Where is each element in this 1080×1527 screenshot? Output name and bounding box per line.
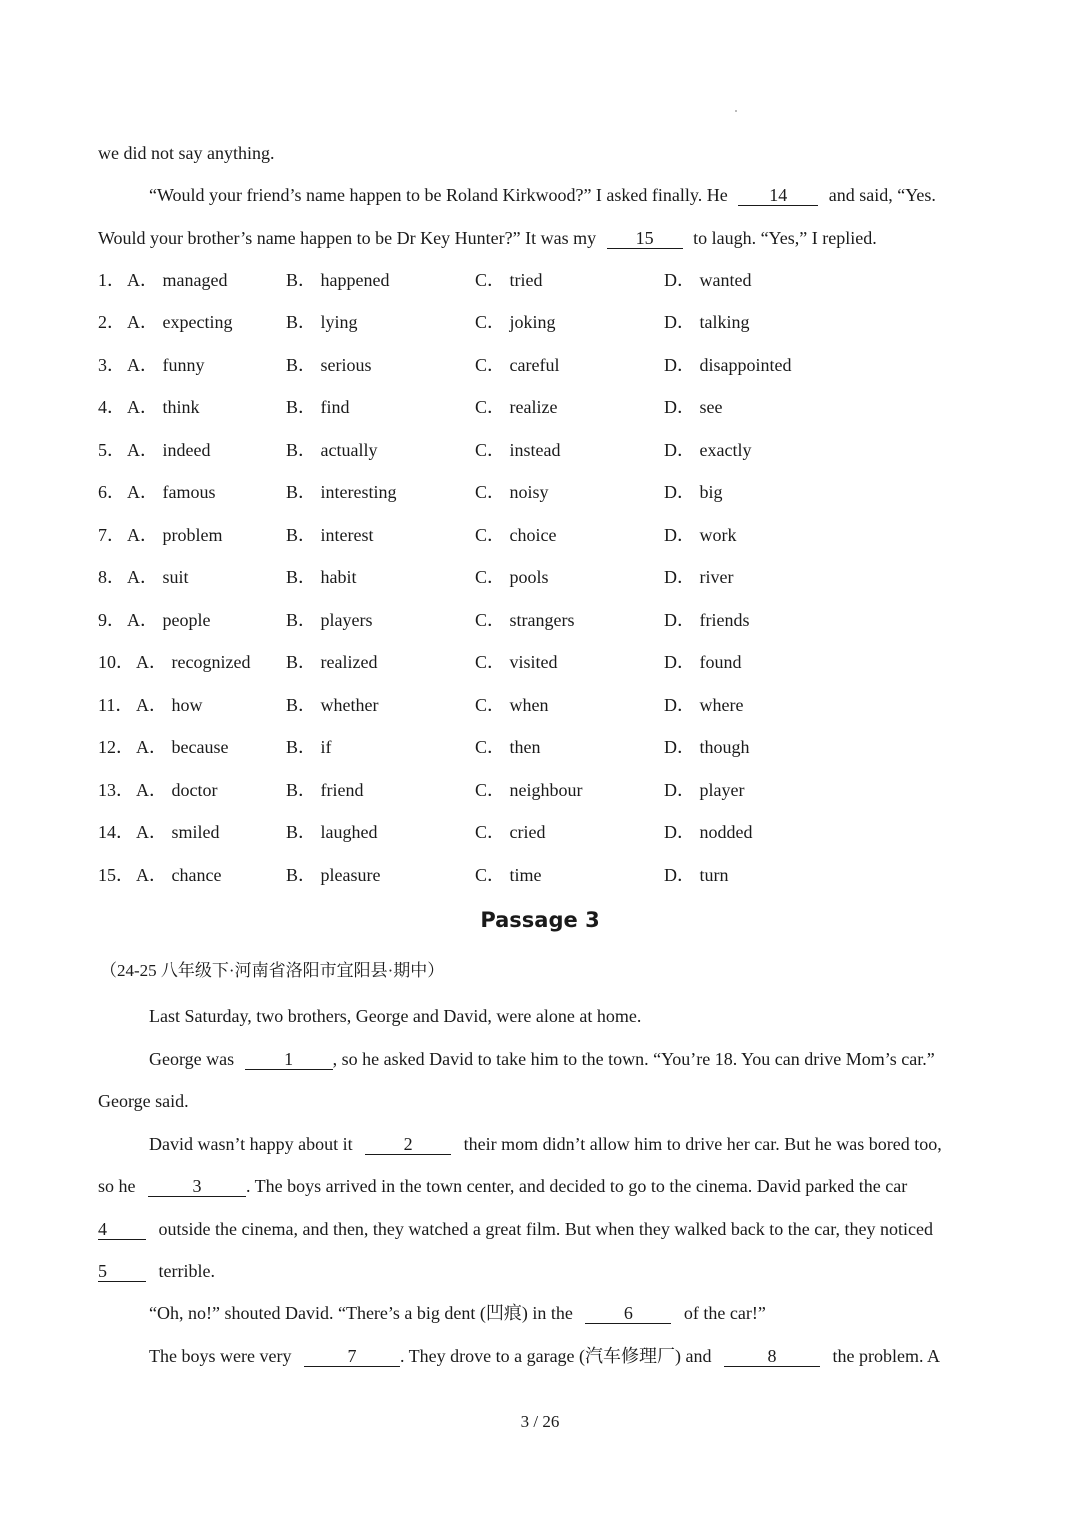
answer-blank[interactable]: 15	[607, 228, 683, 249]
option-a[interactable]: A． suit	[127, 567, 189, 587]
option-d[interactable]: D． see	[664, 397, 723, 417]
option-a[interactable]: A． indeed	[127, 440, 211, 460]
text: so he	[98, 1176, 136, 1196]
option-a[interactable]: A． think	[127, 397, 200, 417]
option-d[interactable]: D． turn	[664, 865, 729, 885]
option-c[interactable]: C． then	[475, 737, 541, 757]
option-c[interactable]: C． strangers	[475, 610, 575, 630]
option-b[interactable]: B． pleasure	[286, 865, 381, 885]
option-a[interactable]: A． how	[136, 695, 203, 715]
question-number: 6．	[98, 482, 125, 502]
passage-line	[149, 182, 936, 208]
text: . The boys arrived in the town center, and decided to go to the cinema. David parked the car	[246, 1176, 908, 1196]
option-b[interactable]: B． actually	[286, 440, 378, 460]
option-c[interactable]: C． tried	[475, 270, 543, 290]
passage-line	[98, 1088, 189, 1114]
option-b[interactable]: B． interest	[286, 525, 374, 545]
passage-line	[149, 1300, 766, 1326]
page-number: 3 / 26	[520, 1412, 560, 1431]
option-c[interactable]: C． careful	[475, 355, 560, 375]
option-c[interactable]: C． joking	[475, 312, 556, 332]
question-number: 4．	[98, 397, 125, 417]
option-a[interactable]: A． famous	[127, 482, 216, 502]
question-number: 15．	[98, 865, 134, 885]
passage-line	[149, 1343, 940, 1369]
option-a[interactable]: A． recognized	[136, 652, 251, 672]
option-a[interactable]: A． problem	[127, 525, 223, 545]
option-a[interactable]: A． doctor	[136, 780, 218, 800]
option-b[interactable]: B． happened	[286, 270, 390, 290]
passage-line	[98, 1173, 907, 1199]
source-note: （24-25 八年级下·河南省洛阳市宜阳县·期中）	[100, 961, 445, 980]
option-d[interactable]: D． wanted	[664, 270, 752, 290]
answer-blank[interactable]: 4	[98, 1219, 146, 1240]
option-c[interactable]: C． when	[475, 695, 549, 715]
question-number: 14．	[98, 822, 134, 842]
option-c[interactable]: C． pools	[475, 567, 549, 587]
option-d[interactable]: D． though	[664, 737, 750, 757]
option-a[interactable]: A． expecting	[127, 312, 233, 332]
option-b[interactable]: B． laughed	[286, 822, 378, 842]
text: David wasn’t happy about it	[149, 1134, 353, 1154]
option-d[interactable]: D． talking	[664, 312, 750, 332]
passage-line	[98, 1258, 215, 1284]
option-c[interactable]: C． cried	[475, 822, 546, 842]
text: , so he asked David to take him to the town. “You’re 18. You can drive Mom’s car.”	[332, 1049, 935, 1069]
text: George was	[149, 1049, 235, 1069]
passage-line	[98, 140, 274, 166]
text: terrible.	[158, 1261, 215, 1281]
answer-blank[interactable]: 2	[365, 1134, 451, 1155]
text: “Would your friend’s name happen to be Roland Kirkwood?” I asked finally. He	[149, 185, 728, 205]
question-number: 9．	[98, 610, 125, 630]
option-b[interactable]: B． serious	[286, 355, 372, 375]
passage-line	[98, 1216, 933, 1242]
option-d[interactable]: D． big	[664, 482, 723, 502]
answer-blank[interactable]: 3	[148, 1176, 246, 1197]
question-number: 2．	[98, 312, 125, 332]
question-number: 3．	[98, 355, 125, 375]
answer-blank[interactable]: 8	[724, 1346, 820, 1367]
option-d[interactable]: D． player	[664, 780, 745, 800]
option-c[interactable]: C． realize	[475, 397, 558, 417]
answer-blank[interactable]: 6	[585, 1303, 671, 1324]
answer-blank[interactable]: 7	[304, 1346, 400, 1367]
text: outside the cinema, and then, they watched a great film. But when they walked back to the car, they noticed	[158, 1219, 934, 1239]
text: we did not say anything.	[98, 143, 275, 163]
text: the problem. A	[832, 1346, 941, 1366]
option-d[interactable]: D． disappointed	[664, 355, 792, 375]
text: . They drove to a garage (汽车修理厂) and	[399, 1346, 712, 1366]
passage-line	[98, 225, 877, 251]
option-b[interactable]: B． friend	[286, 780, 364, 800]
option-a[interactable]: A． funny	[127, 355, 205, 375]
option-b[interactable]: B． interesting	[286, 482, 397, 502]
text: Would your brother’s name happen to be Dr Key Hunter?” It was my	[98, 228, 597, 248]
text: their mom didn’t allow him to drive her car. But he was bored too,	[463, 1134, 942, 1154]
option-a[interactable]: A． people	[127, 610, 211, 630]
option-d[interactable]: D． work	[664, 525, 737, 545]
option-c[interactable]: C． instead	[475, 440, 561, 460]
question-number: 11．	[98, 695, 134, 715]
option-d[interactable]: D． friends	[664, 610, 750, 630]
option-c[interactable]: C． neighbour	[475, 780, 583, 800]
answer-blank[interactable]: 14	[738, 185, 818, 206]
option-d[interactable]: D． found	[664, 652, 742, 672]
section-heading: Passage 3	[480, 908, 600, 932]
text: The boys were very	[149, 1346, 292, 1366]
option-c[interactable]: C． time	[475, 865, 542, 885]
option-b[interactable]: B． realized	[286, 652, 378, 672]
option-b[interactable]: B． lying	[286, 312, 358, 332]
passage-line	[149, 1046, 935, 1072]
option-b[interactable]: B． habit	[286, 567, 357, 587]
option-d[interactable]: D． nodded	[664, 822, 753, 842]
option-b[interactable]: B． players	[286, 610, 373, 630]
passage-line	[149, 1131, 942, 1157]
question-number: 8．	[98, 567, 125, 587]
passage-line	[149, 1003, 641, 1029]
option-c[interactable]: C． noisy	[475, 482, 549, 502]
option-b[interactable]: B． if	[286, 737, 332, 757]
option-b[interactable]: B． find	[286, 397, 350, 417]
question-number: 1．	[98, 270, 125, 290]
text: and said, “Yes.	[828, 185, 936, 205]
scan-dot	[735, 110, 737, 112]
option-c[interactable]: C． visited	[475, 652, 558, 672]
option-a[interactable]: A． because	[136, 737, 229, 757]
option-d[interactable]: D． where	[664, 695, 744, 715]
option-a[interactable]: A． chance	[136, 865, 222, 885]
option-c[interactable]: C． choice	[475, 525, 557, 545]
question-number: 10．	[98, 652, 134, 672]
option-d[interactable]: D． river	[664, 567, 734, 587]
text: of the car!”	[683, 1303, 766, 1323]
option-a[interactable]: A． managed	[127, 270, 228, 290]
answer-blank[interactable]: 5	[98, 1261, 146, 1282]
question-number: 5．	[98, 440, 125, 460]
answer-blank[interactable]: 1	[245, 1049, 333, 1070]
text: George said.	[98, 1091, 189, 1111]
question-number: 12．	[98, 737, 134, 757]
option-b[interactable]: B． whether	[286, 695, 379, 715]
question-number: 13．	[98, 780, 134, 800]
question-number: 7．	[98, 525, 125, 545]
option-d[interactable]: D． exactly	[664, 440, 752, 460]
option-a[interactable]: A． smiled	[136, 822, 220, 842]
text: “Oh, no!” shouted David. “There’s a big dent (凹痕) in the	[149, 1303, 573, 1323]
text: to laugh. “Yes,” I replied.	[693, 228, 877, 248]
text: Last Saturday, two brothers, George and David, were alone at home.	[149, 1006, 642, 1026]
